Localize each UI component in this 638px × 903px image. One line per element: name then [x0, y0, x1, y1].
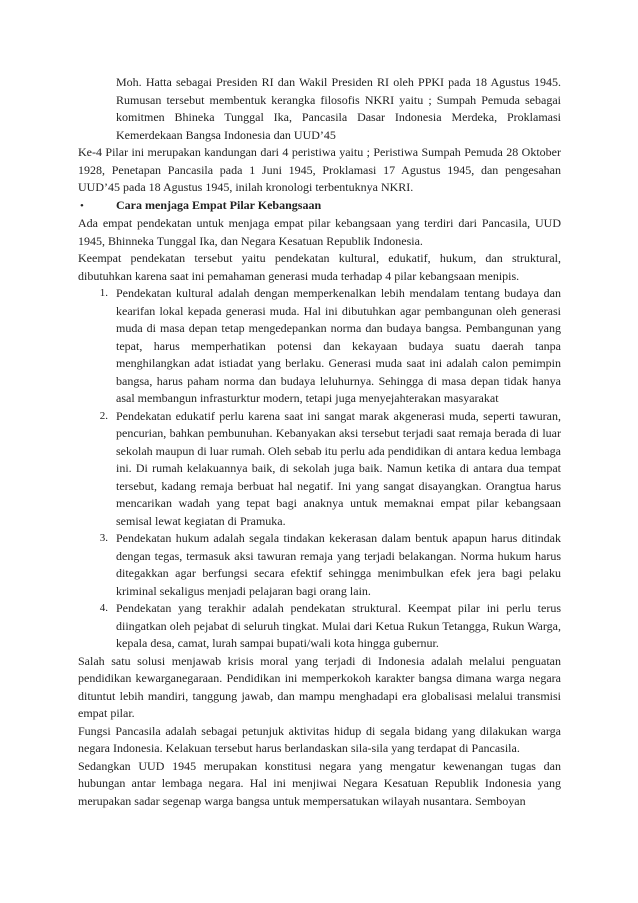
intro-indented-paragraph: Moh. Hatta sebagai Presiden RI dan Wakil Presiden RI oleh PPKI pada 18 Agustus 1945. Rumusan tersebut membentuk kerangka filosofis NKRI yaitu ; Sumpah Pemuda sebagai komitmen Bhineka Tunggal Ika, Pancasila Dasar Indonesia Merdeka, Proklamasi Kemerdekaan Bangsa Indonesia dan UUD’45 [116, 75, 561, 142]
list-item [78, 600, 561, 653]
section-heading: Cara menjaga Empat Pilar Kebangsaan [116, 197, 322, 212]
paragraph-pendekatan-2: Keempat pendekatan tersebut yaitu pendekatan kultural, edukatif, hukum, dan struktural, dibutuhkan karena saat ini pemahaman generasi muda terhadap 4 pilar kebangsaan menipis. [78, 251, 561, 283]
list-item-text: Pendekatan hukum adalah segala tindakan kekerasan dalam bentuk apapun harus ditindak dengan tegas, termasuk aksi tawuran remaja yang terjadi belakangan. Norma hukum harus ditegakkan agar berfungsi secara efektif sehingga menimbulkan efek jera bagi pelaku kriminal sekaligus menjadi pelajaran bagi orang lain. [116, 531, 561, 598]
list-item [78, 285, 561, 408]
paragraph-solusi: Salah satu solusi menjawab krisis moral yang terjadi di Indonesia adalah melalui penguatan pendidikan kewarganegaraan. Pendidikan ini memperkokoh karakter bangsa dimana warga negara dituntut lebih mandiri, tanggung jawab, dan mampu menghadapi era globalisasi melalui transmisi empat pilar. [78, 653, 561, 720]
list-item [78, 530, 561, 600]
paragraph-fungsi: Fungsi Pancasila adalah sebagai petunjuk aktivitas hidup di segala bidang yang dilakukan warga negara Indonesia. Kelakuan tersebut harus berlandaskan sila-sila yang terdapat di Pancasila. [78, 723, 561, 755]
paragraph-uud: Sedangkan UUD 1945 merupakan konstitusi negara yang mengatur kewenangan tugas dan hubungan antar lembaga negara. Hal ini menjiwai Negara Kesatuan Republik Indonesia yang merupakan sadar segenap warga bangsa untuk mempersatukan wilayah nusantara. Semboyan [78, 758, 561, 808]
list-item-number: 2. [99, 409, 108, 422]
list-item-text: Pendekatan kultural adalah dengan memperkenalkan lebih mendalam tentang budaya dan kearifan lokal kepada generasi muda. Hal ini dibutuhkan agar pembangunan oleh generasi muda di masa depan tetap mengedepankan norma dan budaya bangsa. Pembangunan yang tepat, harus memperhatikan potensi dan kekayaan budaya suatu daerah tanpa menghilangkan adat istiadat yang berlaku. Generasi muda saat ini adalah calon pemimpin bangsa, harus paham norma dan budaya leluhurnya. Sehingga di masa depan tidak hanya asal membangun infrasturktur modern, tetapi juga menyejahterakan masyarakat [116, 286, 561, 405]
document-page [78, 74, 561, 810]
list-item-number: 3. [99, 532, 108, 544]
list-item-number: 1. [99, 287, 108, 299]
bullet-icon: • [80, 199, 84, 212]
paragraph-pilar: Ke-4 Pilar ini merupakan kandungan dari 4 peristiwa yaitu ; Peristiwa Sumpah Pemuda 28 Oktober 1928, Penetapan Pancasila pada 1 Juni 1945, Proklamasi 17 Agustus 1945, dan pengesahan UUD’45 pada 18 Agustus 1945, inilah kronologi terbentuknya NKRI. [78, 145, 561, 194]
list-item [78, 408, 561, 531]
list-item-text: Pendekatan yang terakhir adalah pendekatan struktural. Keempat pilar ini perlu terus diingatkan oleh pejabat di seluruh tingkat. Mulai dari Ketua Rukun Tetangga, Rukun Warga, kepala desa, camat, lurah sampai bupati/wali kota hingga gubernur. [116, 601, 561, 650]
section-heading-row [78, 197, 561, 216]
paragraph-pendekatan-1: Ada empat pendekatan untuk menjaga empat pilar kebangsaan yang terdiri dari Pancasila, UUD 1945, Bhinneka Tunggal Ika, dan Negara Kesatuan Republik Indonesia. [78, 216, 561, 248]
approach-list [78, 285, 561, 653]
list-item-text: Pendekatan edukatif perlu karena saat ini sangat marak akgenerasi muda, seperti tawuran, pencurian, bahkan pembunuhan. Kebanyakan aksi tersebut terjadi saat remaja berada di luar sekolah maupun di luar rumah. Oleh sebab itu perlu ada pendidikan di antara kedua lembaga ini. Di rumah kelakuannya baik, di sekolah juga baik. Namun ketika di antara dua tempat tersebut, kadang remaja berbuat hal negatif. Ini yang sangat disayangkan. Orangtua harus mencarikan wadah yang tepat bagi anaknya untuk memaknai empat pilar kebangsaan semisal lewat kegiatan di Pramuka. [116, 408, 561, 528]
list-item-number: 4. [99, 602, 108, 614]
